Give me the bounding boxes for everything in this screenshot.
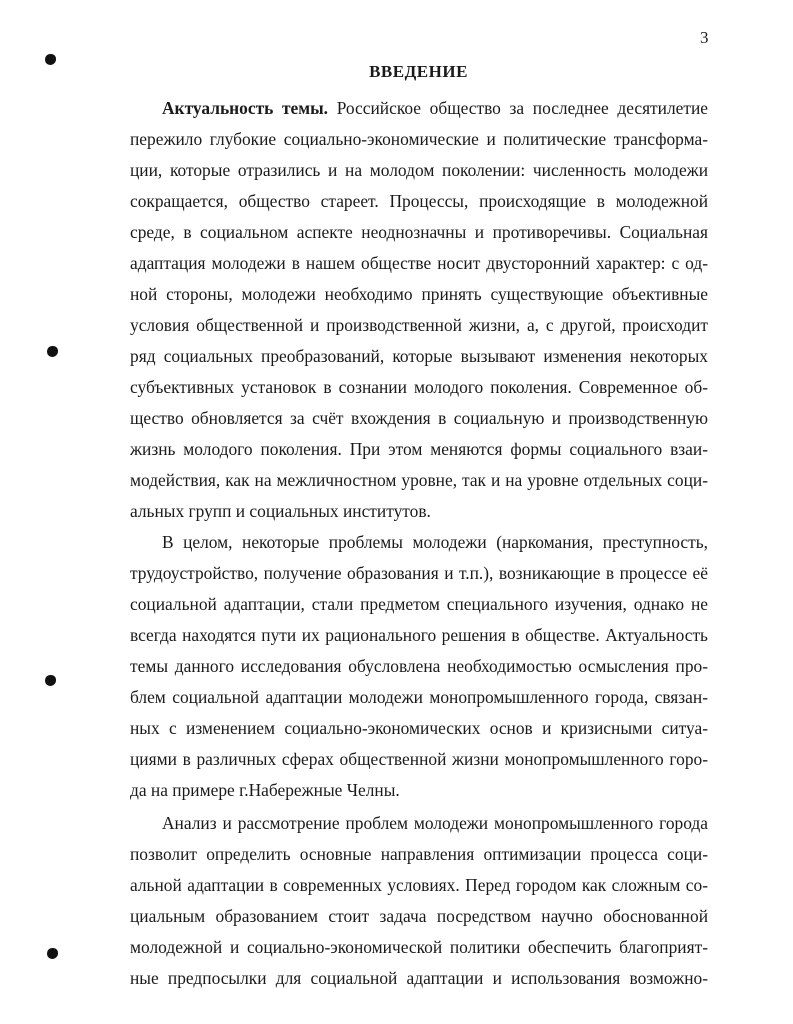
paragraph-line: субъективных установок в сознании молодого поколения. Современное об-	[130, 377, 708, 397]
page-title: ВВЕДЕНИЕ	[369, 62, 468, 81]
paragraph-line: пережило глубокие социально-экономические и политические трансформа-	[130, 129, 708, 149]
paragraph-line: всегда находятся пути их рационального решения в обществе. Актуальность	[130, 625, 708, 645]
paragraph-line: ции, которые отразились и на молодом поколении: численность молодежи	[130, 160, 708, 180]
paragraph-line: альной адаптации в современных условиях. Перед городом как сложным со-	[130, 875, 708, 895]
paragraph-line: темы данного исследования обусловлена необходимостью осмысления про-	[130, 656, 708, 676]
paragraph-line: молодежной и социально-экономической политики обеспечить благоприят-	[130, 937, 708, 957]
paragraph-line: ряд социальных преобразований, которые вызывают изменения некоторых	[130, 346, 708, 366]
paragraph-line: условия общественной и производственной жизни, а, с другой, происходит	[130, 315, 708, 335]
paragraph-line: ной стороны, молодежи необходимо принять существующие объективные	[130, 284, 708, 304]
paragraph-line: ных с изменением социально-экономических основ и кризисными ситуа-	[130, 718, 708, 738]
paragraph-line: В целом, некоторые проблемы молодежи (наркомания, преступность,	[162, 532, 708, 552]
paragraph-line: блем социальной адаптации молодежи монопромышленного города, связан-	[130, 687, 708, 707]
paragraph-line: социальной адаптации, стали предметом специального изучения, однако не	[130, 594, 708, 614]
paragraph-line: адаптация молодежи в нашем обществе носит двусторонний характер: с од-	[130, 253, 708, 273]
paragraph-line: позволит определить основные направления оптимизации процесса соци-	[130, 844, 708, 864]
paragraph-line: ные предпосылки для социальной адаптации и использования возможно-	[130, 968, 708, 988]
paragraph-line: щество обновляется за счёт вхождения в социальную и производственную	[130, 408, 708, 428]
paragraph-line: среде, в социальном аспекте неоднозначны и противоречивы. Социальная	[130, 222, 708, 242]
paragraph-line: трудоустройство, получение образования и т.п.), возникающие в процессе её	[130, 563, 708, 583]
paragraph-line: циальным образованием стоит задача посредством научно обоснованной	[130, 906, 708, 926]
punch-hole-mark	[47, 346, 58, 357]
punch-hole-mark	[47, 948, 58, 959]
paragraph-line: да на примере г.Набережные Челны.	[130, 780, 400, 800]
punch-hole-mark	[45, 675, 56, 686]
paragraph-line: сокращается, общество стареет. Процессы, происходящие в молодежной	[130, 191, 708, 211]
paragraph-line: модействия, как на межличностном уровне, так и на уровне отдельных соци-	[130, 470, 708, 490]
section-lead: Актуальность темы.	[162, 98, 329, 118]
paragraph-line: циями в различных сферах общественной жизни монопромышленного горо-	[130, 749, 708, 769]
paragraph-line: Актуальность темы. Российское общество за последнее десятилетие	[162, 98, 708, 118]
paragraph-line: альных групп и социальных институтов.	[130, 501, 431, 521]
paragraph-line: жизнь молодого поколения. При этом меняются формы социального взаи-	[130, 439, 708, 459]
page-number: 3	[700, 28, 709, 47]
paragraph-line: Анализ и рассмотрение проблем молодежи монопромышленного города	[162, 813, 708, 833]
